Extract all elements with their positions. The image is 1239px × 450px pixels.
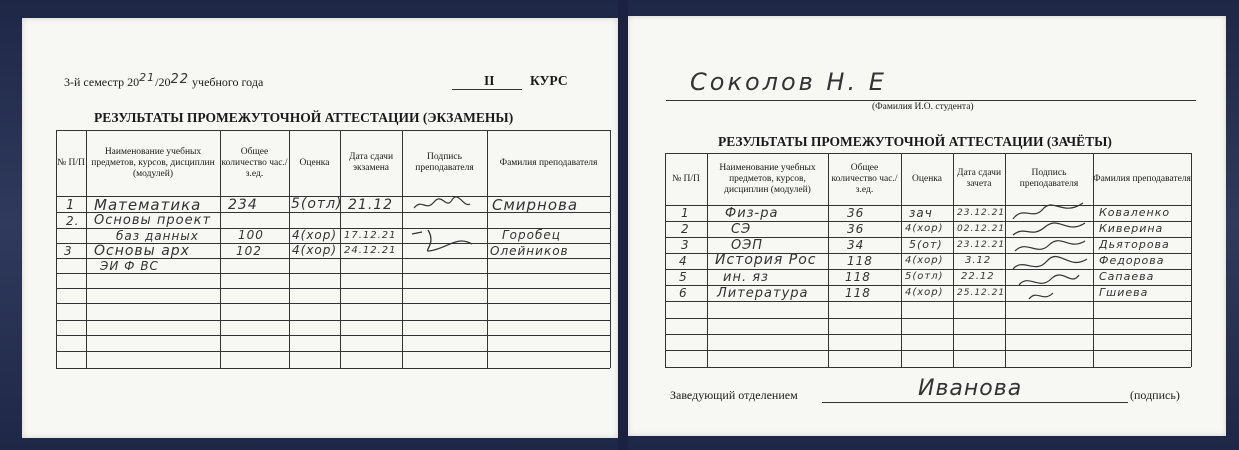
teacher-signature xyxy=(412,196,472,214)
row-grade: 4(хор) xyxy=(292,228,338,242)
row-surname: Коваленко xyxy=(1099,206,1171,219)
year-suffix: учебного года xyxy=(192,75,264,89)
row-grade: 5(отл) xyxy=(905,271,944,282)
row-date: 23.12.21 xyxy=(957,208,1006,218)
row-number: 4 xyxy=(679,254,688,268)
header-surname: Фамилия преподавателя xyxy=(499,157,598,168)
row-grade: 4(хор) xyxy=(905,287,944,298)
row-grade: 4(хор) xyxy=(292,243,338,257)
row-grade: 5(от) xyxy=(909,238,943,251)
exam-table-title: РЕЗУЛЬТАТЫ ПРОМЕЖУТОЧНОЙ АТТЕСТАЦИИ (ЭКЗАМЕНЫ) xyxy=(94,110,514,125)
row-surname: Киверина xyxy=(1099,222,1164,235)
row-surname: Смирнова xyxy=(492,196,579,214)
row-date: 23.12.21 xyxy=(957,240,1006,250)
course-label: КУРС xyxy=(530,73,568,88)
header-grade: Оценка xyxy=(299,157,330,168)
row-hours: 234 xyxy=(228,197,258,213)
row-surname: Олейников xyxy=(490,244,569,258)
header-number: № П/П xyxy=(57,157,85,168)
row-grade: 5(отл) xyxy=(291,196,343,212)
row-hours: 102 xyxy=(236,244,262,258)
header-signature: Подпись преподавателя xyxy=(1019,168,1079,189)
row-number: 5 xyxy=(679,270,688,284)
row-hours: 118 xyxy=(847,254,873,268)
row-hours: 36 xyxy=(847,222,865,236)
header-hours: Общее количество час./з.ед. xyxy=(221,146,288,179)
row-grade: 4(хор) xyxy=(905,223,944,234)
row-surname: Дьяторова xyxy=(1099,238,1170,251)
book-spine xyxy=(618,0,628,450)
signature-caption: (подпись) xyxy=(1130,388,1180,402)
row-subject: ЭИ Ф ВС xyxy=(100,259,159,273)
year-slash: /20 xyxy=(155,75,171,89)
teacher-signature xyxy=(408,226,478,258)
row-hours: 118 xyxy=(845,270,871,284)
row-subject: ОЭП xyxy=(731,238,764,253)
left-page xyxy=(22,18,618,438)
row-number: 2 xyxy=(681,222,690,236)
semester-prefix: 3-й семестр 20 xyxy=(64,75,140,89)
row-hours: 36 xyxy=(847,206,865,220)
header-subject: Наименование учебных предметов, курсов, дисциплин (модулей) xyxy=(91,146,215,179)
row-number: 1 xyxy=(66,198,76,213)
right-page xyxy=(628,16,1226,436)
row-subject: Литература xyxy=(717,286,809,301)
year-from: 21 xyxy=(139,71,156,84)
row-subject: История Рос xyxy=(715,252,817,268)
header-number: № П/П xyxy=(672,173,700,184)
row-grade: зач xyxy=(909,206,933,220)
row-surname: Сапаева xyxy=(1099,270,1155,283)
year-to: 22 xyxy=(170,72,190,87)
row-number: 2. xyxy=(66,214,80,228)
header-hours: Общее количество час./з.ед. xyxy=(831,162,898,195)
header-date: Дата сдачи экзамена xyxy=(348,152,394,173)
row-surname: Гшиева xyxy=(1099,286,1149,299)
row-surname: Федорова xyxy=(1099,254,1165,267)
head-of-department-label: Заведующий отделением xyxy=(670,388,798,402)
head-signature: Иванова xyxy=(918,376,1023,401)
row-hours: 118 xyxy=(845,286,871,300)
row-hours: 34 xyxy=(847,238,865,252)
row-date: 17.12.21 xyxy=(344,230,397,241)
row-subject: Основы проект xyxy=(94,213,212,228)
header-surname: Фамилия преподавателя xyxy=(1093,173,1191,184)
row-hours: 100 xyxy=(238,228,264,242)
row-date: 22.12 xyxy=(961,271,995,282)
header-signature: Подпись преподавателя xyxy=(415,152,474,173)
row-date: 21.12 xyxy=(348,197,394,213)
row-number: 3 xyxy=(64,244,73,258)
row-subject: Основы арх xyxy=(94,243,190,259)
teacher-signatures xyxy=(1009,199,1089,303)
row-date: 24.12.21 xyxy=(344,245,397,256)
row-date: 02.12.21 xyxy=(957,224,1006,234)
row-number: 1 xyxy=(681,206,690,220)
row-number: 3 xyxy=(681,238,690,252)
course-number: II xyxy=(484,73,495,88)
row-subject: ин. яз xyxy=(723,270,769,285)
row-surname: Горобец xyxy=(502,228,561,242)
row-subject: СЭ xyxy=(731,222,752,237)
row-subject: Математика xyxy=(94,196,202,214)
row-subject: баз данных xyxy=(116,229,199,243)
row-date: 3.12 xyxy=(965,255,992,266)
row-grade: 4(хор) xyxy=(905,255,944,266)
header-grade: Оценка xyxy=(912,173,942,184)
row-date: 25.12.21 xyxy=(957,288,1006,298)
exam-table xyxy=(56,130,610,368)
student-caption: (Фамилия И.О. студента) xyxy=(872,102,974,112)
student-name: Соколов Н. Е xyxy=(690,68,887,96)
row-subject: Физ-ра xyxy=(725,206,779,221)
credit-table xyxy=(665,153,1191,367)
header-subject: Наименование учебных предметов, курсов, дисциплин (модулей) xyxy=(719,162,816,195)
header-date: Дата сдачи зачета xyxy=(956,168,1002,189)
credit-table-title: РЕЗУЛЬТАТЫ ПРОМЕЖУТОЧНОЙ АТТЕСТАЦИИ (ЗАЧЁТЫ) xyxy=(718,134,1112,149)
semester-line xyxy=(64,71,264,90)
row-number: 6 xyxy=(679,286,688,300)
